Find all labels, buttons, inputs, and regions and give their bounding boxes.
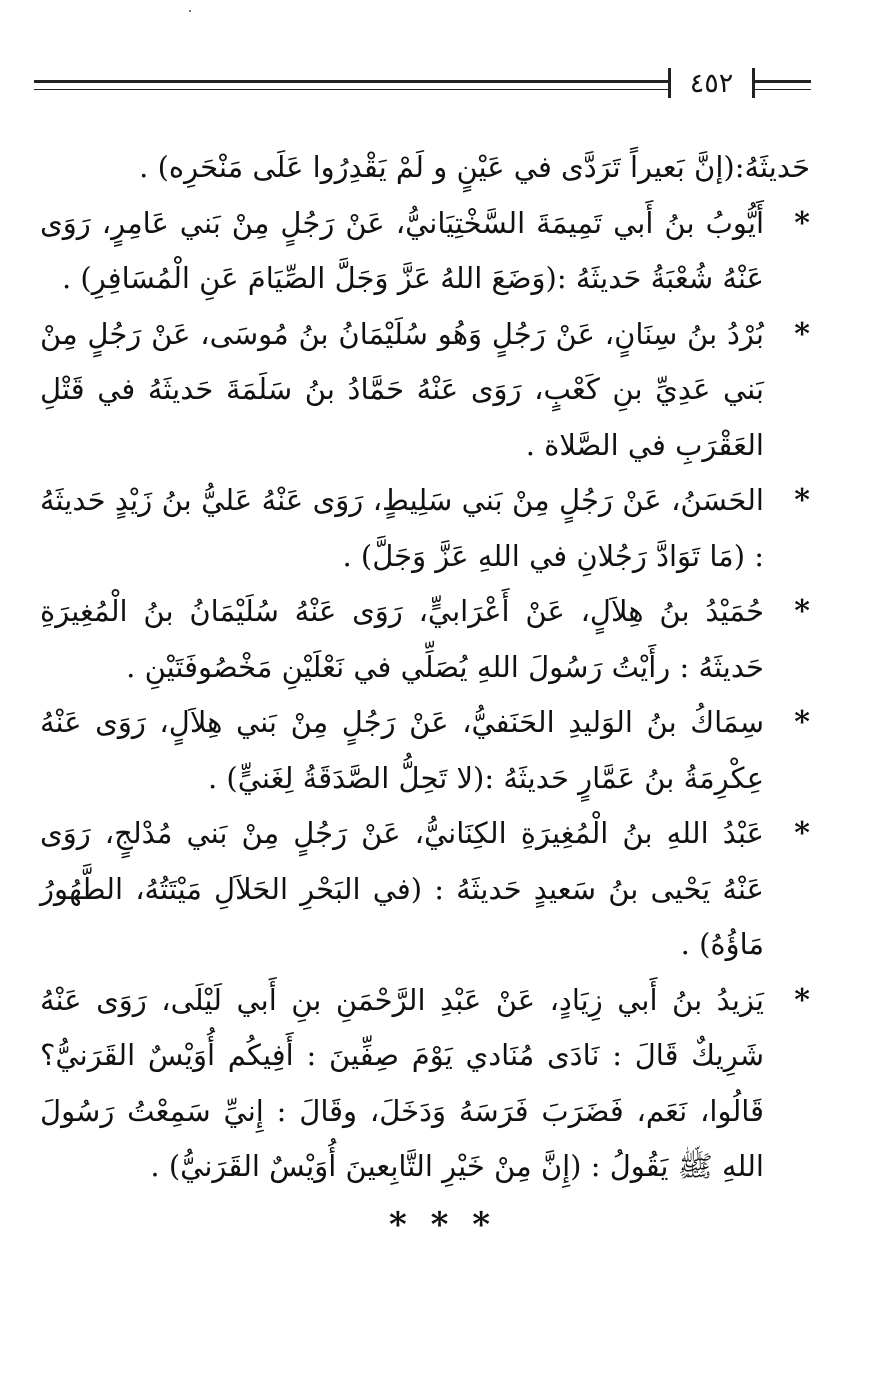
bullet-star-icon: *: [794, 982, 810, 1018]
entry-text: حُمَيْدُ بنُ هِلاَلٍ، عَنْ أَعْرَابيٍّ، رَوَى عَنْهُ سُلَيْمَانُ بنُ الْمُغِيرَةِ حَديثَهُ : رأَيْتُ رَسُولَ اللهِ يُصَلِّي في نَعْلَيْنِ مَخْصُوفَتَيْنِ .: [40, 594, 764, 684]
narrator-entry: [40, 584, 810, 695]
bullet-star-icon: *: [794, 205, 810, 241]
scan-speck: [189, 10, 191, 12]
narrator-entry: [40, 196, 810, 307]
narrator-entry: [40, 307, 810, 474]
page-body: [40, 140, 810, 1195]
narrator-entry: [40, 806, 810, 973]
section-separator: * * *: [388, 1205, 496, 1245]
narrator-entry: [40, 695, 810, 806]
entry-text: عَبْدُ اللهِ بنُ الْمُغِيرَةِ الكِنَانيُّ، عَنْ رَجُلٍ مِنْ بَني مُدْلجٍ، رَوَى عَنْهُ يَحْيى بنُ سَعيدٍ حَديثَهُ : (في البَحْرِ الحَلاَلِ مَيْتَتُهُ، الطَّهُورُ مَاؤُهُ) .: [40, 816, 764, 961]
header-rule-right: [755, 80, 811, 90]
bullet-star-icon: *: [794, 816, 810, 851]
narrator-entry: [40, 973, 810, 1195]
entry-text: بُرْدُ بنُ سِنَانٍ، عَنْ رَجُلٍ وَهُو سُلَيْمَانُ بنُ مُوسَى، عَنْ رَجُلٍ مِنْ بَني عَدِيِّ بنِ كَعْبٍ، رَوَى عَنْهُ حَمَّادُ بنُ سَلَمَةَ حَديثَهُ في قَتْلِ العَقْرَبِ في الصَّلاة .: [40, 316, 764, 462]
bullet-star-icon: *: [794, 594, 810, 629]
bullet-star-icon: *: [794, 483, 810, 518]
entry-text: يَزيدُ بنُ أَبي زِيَادٍ، عَنْ عَبْدِ الرَّحْمَنِ بنِ أَبي لَيْلَى، رَوَى عَنْهُ شَرِيكٌ قَالَ : نَادَى مُنَادي يَوْمَ صِفِّينَ : أَفِيكُم أُوَيْسٌ القَرَنيُّ؟ قَالُوا، نَعَم، فَضَرَبَ فَرَسَهُ وَدَخَلَ، وقَالَ : إِنيِّ سَمِعْتُ رَسُولَ اللهِ ﷺ يَقُولُ : (إِنَّ مِنْ خَيْرِ التَّابِعينَ أُوَيْسٌ القَرَنيُّ) .: [40, 982, 764, 1183]
bullet-star-icon: *: [794, 316, 810, 352]
page-header: [34, 68, 811, 102]
continued-paragraph: حَديثَهُ:(إنَّ بَعيراً تَرَدَّى في عَيْنٍ و لَمْ يَقْدِرُوا عَلَى مَنْحَرِه) .: [139, 150, 810, 184]
entry-text: الحَسَنُ، عَنْ رَجُلٍ مِنْ بَني سَلِيطٍ، رَوَى عَنْهُ عَليُّ بنُ زَيْدٍ حَديثَهُ : (مَا تَوَادَّ رَجُلانِ في اللهِ عَزَّ وَجَلَّ) .: [40, 483, 764, 573]
header-rule-left: [34, 80, 668, 90]
entry-text: أَيُّوبُ بنُ أَبي تَمِيمَةَ السَّخْتِيَانيُّ، عَنْ رَجُلٍ مِنْ بَني عَامِرٍ، رَوَى عَنْهُ شُعْبَةُ حَديثَهُ :(وَضَعَ اللهُ عَزَّ وَجَلَّ الصِّيَامَ عَنِ الْمُسَافِرِ) .: [40, 205, 764, 295]
page-number: ٤٥٢: [689, 68, 734, 99]
entry-text: سِمَاكُ بنُ الوَليدِ الحَنَفيُّ، عَنْ رَجُلٍ مِنْ بَني هِلاَلٍ، رَوَى عَنْهُ عِكْرِمَةُ بنُ عَمَّارٍ حَديثَهُ :(لا تَحِلُّ الصَّدَقَةُ لِغَنيٍّ) .: [40, 705, 765, 795]
narrator-entry: [40, 473, 810, 584]
bullet-star-icon: *: [794, 705, 810, 740]
